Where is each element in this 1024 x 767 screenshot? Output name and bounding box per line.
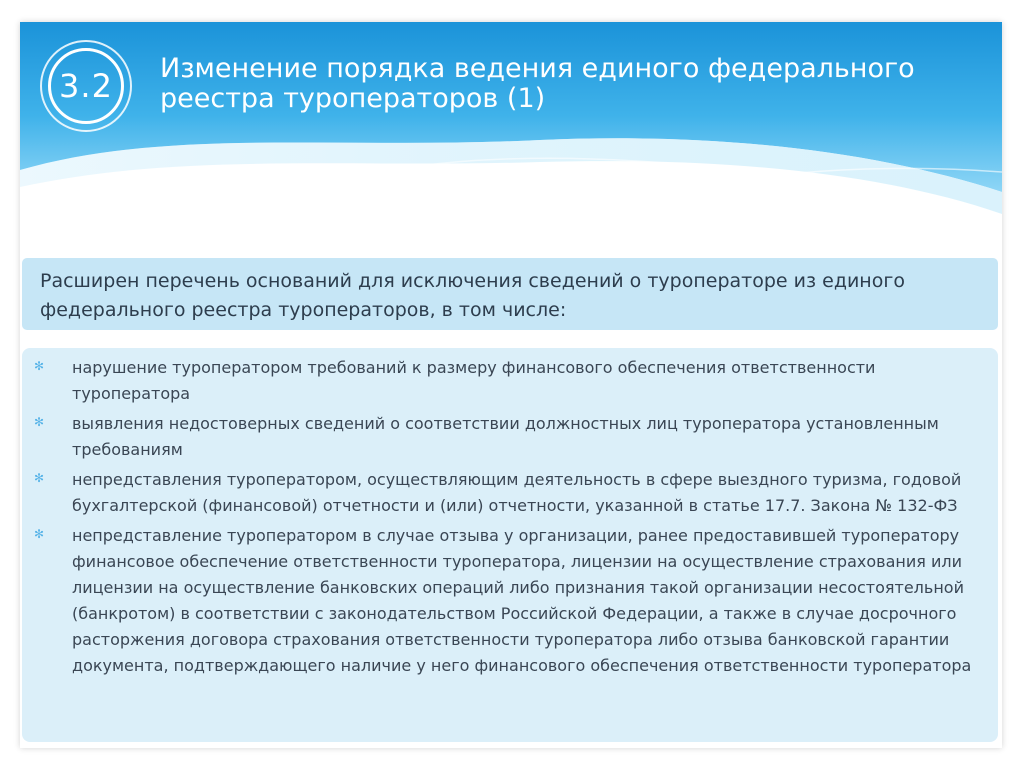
list-item	[34, 467, 984, 519]
list-item-text: выявления недостоверных сведений о соответствии должностных лиц туроператора установленным требованиям	[72, 414, 939, 459]
grounds-list	[22, 348, 998, 742]
list-item-text: нарушение туроператором требований к размеру финансового обеспечения ответственности туроператора	[72, 358, 876, 403]
list-item	[34, 411, 984, 463]
intro-text: Расширен перечень оснований для исключения сведений о туроператоре из единого федерального реестра туроператоров, в том числе:	[40, 270, 905, 321]
page-title: Изменение порядка ведения единого федерального реестра туроператоров (1)	[160, 53, 915, 114]
section-badge	[40, 40, 132, 132]
slide	[20, 22, 1002, 748]
section-number: 3.2	[48, 48, 124, 124]
list-item-text: непредставление туроператором в случае отзыва у организации, ранее предоставившей туроператору финансовое обеспечение ответственности туроператора, лицензии на осуществление страхования или лицензии на осуществление банковских операций либо признания такой организации несостоятельной (банкротом) в соответствии с законодательством Российской Федерации, а также в случае досрочного расторжения договора страхования ответственности туроператора либо отзыва банковской гарантии документа, подтверждающего наличие у него финансового обеспечения ответственности туроператора	[72, 526, 972, 675]
snowflake-bullet-icon: ✻	[34, 471, 45, 485]
snowflake-bullet-icon: ✻	[34, 415, 45, 429]
snowflake-bullet-icon: ✻	[34, 527, 45, 541]
list-item	[34, 523, 984, 679]
header-banner	[20, 22, 1002, 237]
list-item	[34, 355, 984, 407]
list-item-text: непредставления туроператором, осуществляющим деятельность в сфере выездного туризма, годовой бухгалтерской (финансовой) отчетности и (или) отчетности, указанной в статье 17.7. Закона № 132-ФЗ	[72, 470, 962, 515]
intro-box	[22, 258, 998, 330]
snowflake-bullet-icon: ✻	[34, 359, 45, 373]
